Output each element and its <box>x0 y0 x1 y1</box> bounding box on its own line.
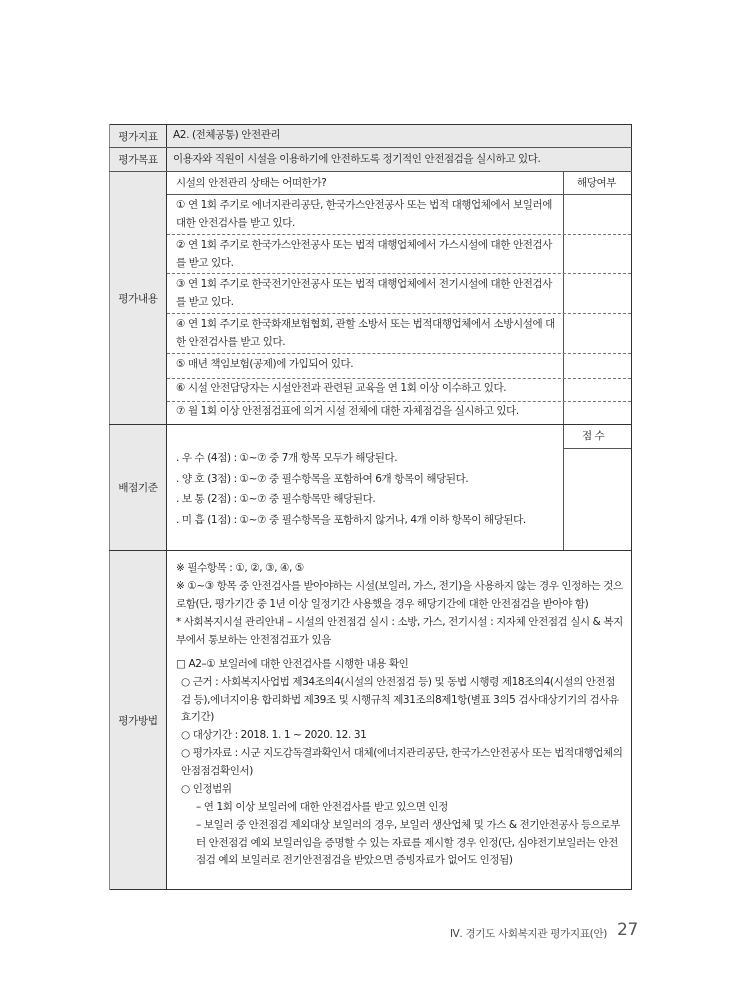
content-item-1: ① 연 1회 주기로 에너지관리공단, 한국가스안전공사 또는 법적 대행업체에서 보일러에 대한 안전검사를 받고 있다. <box>176 199 552 229</box>
label-method: 평가방법 <box>110 551 166 889</box>
scoring-line-4: . 미 흡 (1점) : ①~⑦ 중 필수항목을 포함하지 않거나, 4개 이하 항목이 해당된다. <box>176 514 526 526</box>
method-note-1: ※ 필수항목 : ①, ②, ③, ④, ⑤ <box>176 562 304 574</box>
method-sub-bullet-1: – 연 1회 이상 보일러에 대한 안전검사를 받고 있으면 인정 <box>196 801 448 813</box>
method-note-3: * 사회복지시설 관리안내 – 시설의 안전점검 실시 : 소방, 가스, 전기시설 : 지자체 안전점검 실시 & 복지부에서 통보하는 안전점검표가 있음 <box>176 616 623 646</box>
score-header: 점 수 <box>582 430 605 442</box>
content-item-4: ④ 연 1회 주기로 한국화재보험협회, 관할 소방서 또는 법적대행업체에서 소방시설에 대한 안전검사를 받고 있다. <box>176 318 555 348</box>
content-question: 시설의 안전관리 상태는 어떠한가? <box>176 177 327 189</box>
label-goal: 평가목표 <box>110 148 166 171</box>
method-sub-bullet-2: – 보일러 중 안전점검 제외대상 보일러의 경우, 보일러 생산업체 및 가스 & 전기안전공사 등으로부터 안전점검 예외 보일러임을 증명할 수 있는 자료를 제시할 경우 인정(단, 심야전기보일러는 안전점검 예외 보일러로 전기안전점검을 받았으면 증빙자료가 없어도 인정됨) <box>196 819 620 866</box>
content-item-2: ② 연 1회 주기로 한국가스안전공사 또는 법적 대행업체에서 가스시설에 대한 안전검사를 받고 있다. <box>176 239 552 269</box>
indicator-value: A2. (전체공통) 안전관리 <box>173 129 281 141</box>
scoring-line-1: . 우 수 (4점) : ①~⑦ 중 7개 항목 모두가 해당된다. <box>176 452 398 464</box>
label-content: 평가내용 <box>110 172 166 424</box>
method-bullet-basis: ○ 근거 : 사회복지사업법 제34조의4(시설의 안전점검 등) 및 동법 시행령 제18조의4(시설의 안전점검 등),에너지이용 합리화법 제39조 및 시행규칙 제31조의8제1항(별표 3의5 검사대상기기의 검사유효기간) <box>181 676 619 723</box>
method-bullet-data: ○ 평가자료 : 시군 지도감독결과확인서 대체(에너지관리공단, 한국가스안전공사 또는 법적대행업체의 안점점검확인서) <box>181 747 623 777</box>
scoring-line-3: . 보 통 (2점) : ①~⑦ 중 필수항목만 해당된다. <box>176 493 376 505</box>
footer-title: Ⅳ. 경기도 사회복지관 평가지표(안) <box>450 928 608 940</box>
applicable-header: 해당여부 <box>577 177 616 189</box>
content-item-7: ⑦ 월 1회 이상 안전점검표에 의거 시설 전체에 대한 자체점검을 실시하고 있다. <box>176 405 519 417</box>
method-bullet-period: ○ 대상기간 : 2018. 1. 1 ~ 2020. 12. 31 <box>181 729 367 741</box>
label-indicator: 평가지표 <box>110 125 166 147</box>
content-item-6: ⑥ 시설 안전담당자는 시설안전과 관련된 교육을 연 1회 이상 이수하고 있다. <box>176 382 507 394</box>
content-item-5: ⑤ 매년 책임보험(공제)에 가입되어 있다. <box>176 358 354 370</box>
method-check-title: □ A2–① 보일러에 대한 안전검사를 시행한 내용 확인 <box>176 658 409 670</box>
content-item-3: ③ 연 1회 주기로 한국전기안전공사 또는 법적 대행업체에서 전기시설에 대한 안전검사를 받고 있다. <box>176 278 552 308</box>
label-scoring: 배점기준 <box>110 425 166 550</box>
goal-value: 이용자와 직원이 시설을 이용하기에 안전하도록 정기적인 안전점검을 실시하고 있다. <box>173 153 541 165</box>
scoring-line-2: . 양 호 (3점) : ①~⑦ 중 필수항목을 포함하여 6개 항목이 해당된다. <box>176 473 469 485</box>
method-bullet-scope: ○ 인정범위 <box>181 783 232 795</box>
page-number: 27 <box>617 920 639 940</box>
method-note-2: ※ ①~③ 항목 중 안전검사를 받아야하는 시설(보일러, 가스, 전기)을 사용하지 않는 경우 인정하는 것으로함(단, 평가기간 중 1년 이상 일정기간 사용했을 경우 해당기간에 대한 안전점검을 받아야 함) <box>176 580 623 610</box>
